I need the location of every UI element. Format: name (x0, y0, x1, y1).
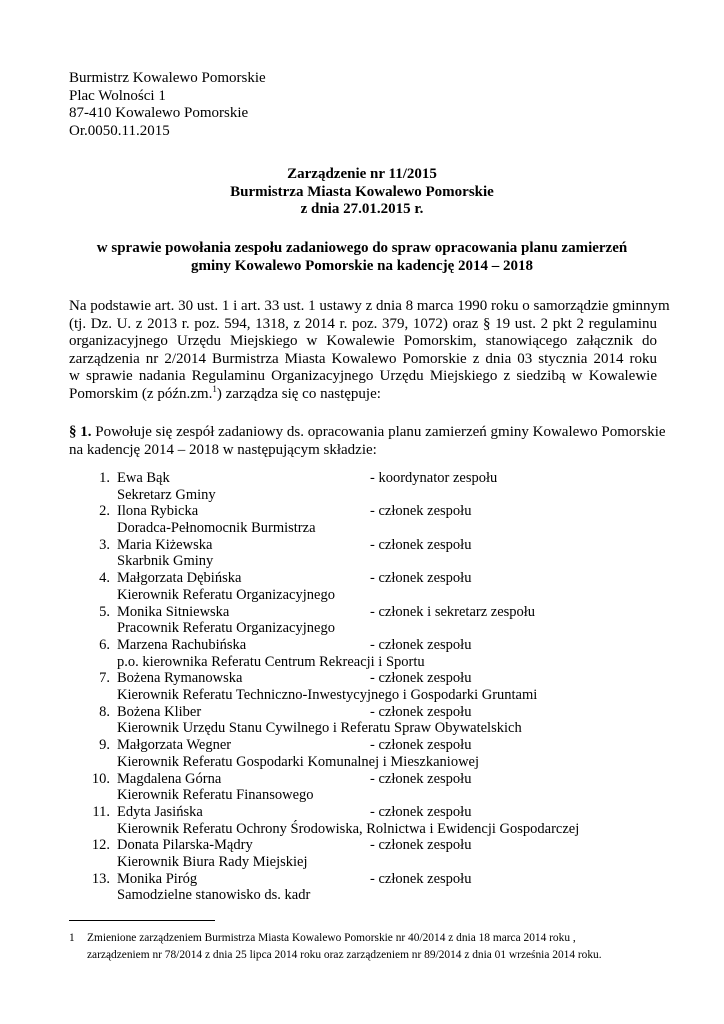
footnote-separator (69, 920, 215, 921)
member-position: p.o. kierownika Referatu Centrum Rekreacji i Sportu (117, 653, 425, 670)
member-role: - członek zespołu (370, 837, 472, 854)
member-number: 8. (99, 703, 110, 720)
member-number: 10. (91, 770, 110, 787)
section-1-line: na kadencję 2014 – 2018 w następującym składzie: (69, 441, 377, 458)
footnote-line-1: Zmienione zarządzeniem Burmistrza Miasta Kowalewo Pomorskie nr 40/2014 z dnia 18 marca 2014 roku , (87, 932, 576, 944)
member-role: - członek zespołu (370, 670, 472, 687)
section-1-line (69, 424, 666, 442)
footnote-reference: 1 (212, 383, 217, 394)
subject-line-2: gminy Kowalewo Pomorskie na kadencję 2014 – 2018 (190, 257, 534, 274)
member-position: Kierownik Referatu Organizacyjnego (117, 586, 335, 603)
section-1-text: Powołuje się zespół zadaniowy ds. opracowania planu zamierzeń gminy Kowalewo Pomorskie (91, 424, 666, 440)
member-position: Samodzielne stanowisko ds. kadr (117, 887, 311, 904)
footnote-line-2: zarządzeniem nr 78/2014 z dnia 25 lipca 2014 roku oraz zarządzeniem nr 89/2014 z dnia 01 września 2014 roku. (87, 949, 602, 961)
basis-text: Pomorskim (z późn.zm. (69, 385, 213, 402)
member-name: Edyta Jasińska (117, 803, 203, 820)
section-1-paragraph (69, 424, 666, 459)
title-line-2: Burmistrza Miasta Kowalewo Pomorskie (230, 183, 494, 200)
member-name: Magdalena Górna (117, 770, 222, 787)
member-name: Maria Kiżewska (117, 536, 213, 553)
office-name: Burmistrz Kowalewo Pomorskie (69, 70, 266, 86)
document-subject (0, 240, 724, 275)
member-number: 1. (99, 470, 110, 486)
office-street: Plac Wolności 1 (69, 87, 166, 104)
legal-basis-paragraph (69, 298, 670, 404)
member-name: Monika Sitniewska (117, 603, 230, 620)
member-role: - członek zespołu (370, 636, 472, 653)
section-label: § 1. (69, 424, 92, 440)
document-title (0, 166, 724, 219)
member-position: Skarbnik Gminy (117, 553, 214, 570)
member-role: - członek i sekretarz zespołu (370, 603, 536, 620)
member-name: Monika Piróg (117, 870, 198, 887)
member-number: 2. (99, 503, 110, 520)
basis-line: w sprawie nadania Regulaminu Organizacyjnego Urzędu Miejskiego z siedzibą w Kowalewie (69, 368, 657, 385)
member-role: - członek zespołu (370, 503, 472, 520)
member-name: Małgorzata Dębińska (117, 570, 242, 587)
member-role: - członek zespołu (370, 870, 472, 887)
member-position: Doradca-Pełnomocnik Burmistrza (117, 520, 316, 537)
member-number: 11. (92, 803, 110, 820)
title-line-3: z dnia 27.01.2015 r. (300, 201, 424, 217)
member-name: Małgorzata Wegner (117, 737, 232, 754)
basis-line (69, 383, 657, 404)
member-position: Kierownik Referatu Techniczno-Inwestycyjnego i Gospodarki Gruntami (117, 687, 538, 704)
member-position: Kierownik Urzędu Stanu Cywilnego i Referatu Spraw Obywatelskich (117, 720, 522, 737)
member-position: Pracownik Referatu Organizacyjnego (117, 620, 335, 637)
basis-line: zarządzenia nr 2/2014 Burmistrza Miasta Kowalewo Pomorskie z dnia 03 stycznia 2014 roku (69, 350, 657, 367)
member-position: Sekretarz Gminy (117, 486, 216, 503)
member-name: Bożena Kliber (117, 703, 202, 720)
sender-address (69, 70, 266, 140)
member-number: 13. (91, 870, 110, 887)
member-position: Kierownik Referatu Finansowego (117, 787, 314, 804)
member-position: Kierownik Biura Rady Miejskiej (117, 853, 308, 870)
basis-line: Na podstawie art. 30 ust. 1 i art. 33 ust. 1 ustawy z dnia 8 marca 1990 roku o samorządzie gminnym (69, 298, 670, 314)
reference-number: Or.0050.11.2015 (69, 122, 170, 139)
member-number: 5. (99, 603, 110, 620)
basis-line: (tj. Dz. U. z 2013 r. poz. 594, 1318, z 2014 r. poz. 379, 1072) oraz § 19 ust. 2 pkt 2 regulaminu (69, 315, 657, 332)
member-number: 9. (99, 737, 110, 754)
member-number: 6. (99, 636, 110, 653)
office-city: 87-410 Kowalewo Pomorskie (69, 105, 249, 121)
member-name: Marzena Rachubińska (117, 636, 247, 653)
basis-text: ) zarządza się co następuje: (216, 385, 381, 402)
member-position: Kierownik Referatu Gospodarki Komunalnej i Mieszkaniowej (117, 753, 480, 770)
member-number: 12. (91, 837, 110, 854)
title-line-1: Zarządzenie nr 11/2015 (287, 166, 437, 182)
member-role: - członek zespołu (370, 803, 472, 820)
member-name: Ilona Rybicka (117, 503, 199, 520)
member-role: - członek zespołu (370, 570, 472, 587)
member-role: - członek zespołu (370, 536, 472, 553)
member-position: Kierownik Referatu Ochrony Środowiska, Rolnictwa i Ewidencji Gospodarczej (117, 820, 580, 837)
member-role: - koordynator zespołu (370, 470, 498, 486)
member-role: - członek zespołu (370, 703, 472, 720)
member-name: Bożena Rymanowska (117, 670, 243, 687)
subject-line-1: w sprawie powołania zespołu zadaniowego do spraw opracowania planu zamierzeń (96, 240, 628, 256)
member-number: 4. (99, 570, 110, 587)
basis-line: organizacyjnego Urzędu Miejskiego w Kowalewie Pomorskim, stanowiącego załącznik do (69, 333, 657, 350)
member-number: 3. (99, 536, 110, 553)
footnote-number: 1 (69, 932, 75, 944)
member-number: 7. (99, 670, 110, 687)
member-role: - członek zespołu (370, 737, 472, 754)
member-name: Donata Pilarska-Mądry (117, 837, 253, 854)
member-role: - członek zespołu (370, 770, 472, 787)
member-name: Ewa Bąk (117, 470, 170, 486)
